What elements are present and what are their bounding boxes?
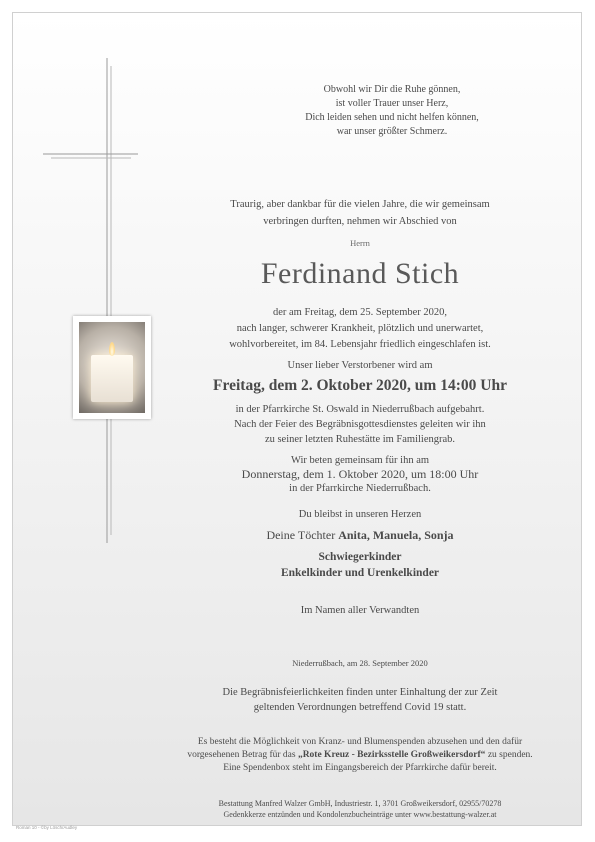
farewell-intro: Traurig, aber dankbar für die vielen Jahre, die wir gemeinsam verbringen durften, nehmen wir Abschied von [230,199,490,227]
template-credit: Roman 10 - ©by Lösch/Audley [16,825,78,830]
candle-photo [73,316,151,419]
daughters-line: Deine Töchter Anita, Manuela, Sonja [266,528,454,542]
memorial-poem: Obwohl wir Dir die Ruhe gönnen, ist voller Trauer unser Herz, Dich leiden sehen und nicht helfen können, war unser größter Schmerz. [305,84,479,137]
deceased-name: Ferdinand Stich [260,257,460,290]
cross-icon [43,58,138,543]
prayer-date: Donnerstag, dem 1. Oktober 2020, um 18:00 Uhr [241,467,479,481]
death-notice: der am Freitag, dem 25. September 2020, nach langer, schwerer Krankheit, plötzlich und unerwartet, wohlvorbereitet, im 84. Lebensjahr friedlich eingeschlafen ist. [229,307,491,350]
undertaker-footer: Bestattung Manfred Walzer GmbH, Industriestr. 1, 3701 Großweikersdorf, 02955/70278 Gedenkkerze entzünden und Kondolenzbucheinträge unter www.bestattung-walzer.at [218,799,502,819]
salutation: Herrn [350,238,370,248]
family-members: Schwiegerkinder Enkelkinder und Urenkelkinder [280,551,440,579]
place-date: Niederrußbach, am 28. September 2020 [292,658,428,668]
funeral-date: Freitag, dem 2. Oktober 2020, um 14:00 Uhr [213,377,507,394]
flame-icon [109,342,115,356]
covid-notice: Die Begräbnisfeierlichkeiten finden unter Einhaltung der zur Zeit geltenden Verordnungen betreffend Covid 19 statt. [222,687,498,713]
viewing-intro: Unser lieber Verstorbener wird am [287,360,433,371]
website-link[interactable]: Gedenkkerze entzünden und Kondolenzbucheinträge unter www.bestattung-walzer.at [223,810,497,819]
candle-icon [91,355,133,402]
funeral-details: in der Pfarrkirche St. Oswald in Niederrußbach aufgebahrt. Nach der Feier des Begräbnisgottesdienstes geleiten wir ihn zu seiner letzten Ruhestätte im Familiengrab. [234,404,486,445]
donation-notice: Es besteht die Möglichkeit von Kranz- und Blumenspenden abzusehen und den dafür vorgesehenen Betrag für das „Rote Kreuz - Bezirksstelle Großweikersdorf“ zu spenden. Eine Spendenbox steht im Eingangsbereich der Pfarrkirche dafür bereit. [187,737,533,773]
daughters-names: Anita, Manuela, Sonja [338,528,454,542]
prayer-place: in der Pfarrkirche Niederrußbach. [289,483,431,494]
prayer-intro: Wir beten gemeinsam für ihn am [290,455,430,466]
relatives-line: Im Namen aller Verwandten [300,605,420,616]
in-heart-line: Du bleibst in unseren Herzen [298,509,422,520]
